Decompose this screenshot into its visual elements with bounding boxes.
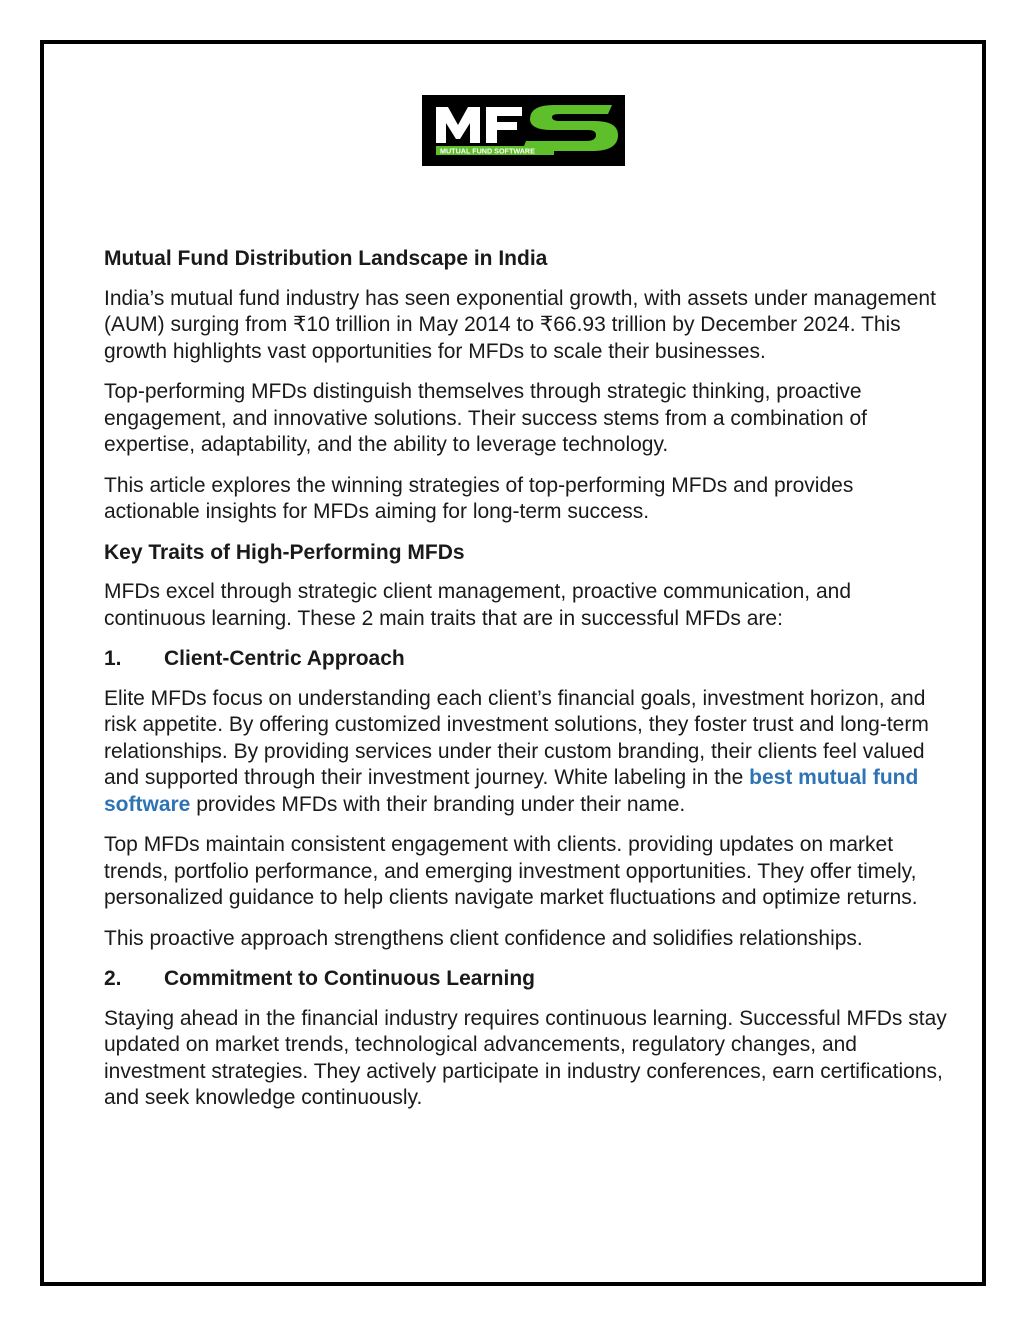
paragraph-client-centric-1: [104, 686, 954, 819]
paragraph-client-centric-3: This proactive approach strengthens client confidence and solidifies relationships.: [104, 926, 863, 950]
page-frame: [40, 40, 986, 1286]
heading-continuous-learning-label: Commitment to Continuous Learning: [164, 967, 535, 990]
heading-continuous-learning: [104, 966, 954, 993]
logo-tagline: MUTUAL FUND SOFTWARE: [440, 146, 535, 156]
heading-client-centric-label: Client-Centric Approach: [164, 647, 405, 670]
paragraph-learning-1: Staying ahead in the financial industry requires continuous learning. Successful MFDs stay updated on market trends, technological advancements, regulatory changes, and investment strategies. They actively participate in industry conferences, earn certifications, and seek knowledge continuously.: [104, 1006, 947, 1109]
paragraph-text: Elite MFDs focus on understanding each client’s financial goals, investment horizon, and risk appetite. By offering customized investment solutions, they foster trust and long-term relationships. By providing services under their custom branding, their clients feel valued and supported through their investment journey. White labeling in the: [104, 686, 929, 789]
paragraph-landscape-2: Top-performing MFDs distinguish themselves through strategic thinking, proactive engagement, and innovative solutions. Their success stems from a combination of expertise, adaptability, and the ability to leverage technology.: [104, 380, 868, 456]
heading-key-traits: Key Traits of High-Performing MFDs: [104, 540, 465, 564]
list-number: 2.: [104, 967, 122, 990]
paragraph-text: provides MFDs with their branding under their name.: [190, 792, 686, 816]
paragraph-client-centric-2: Top MFDs maintain consistent engagement with clients. providing updates on market trends, portfolio performance, and emerging investment opportunities. They offer timely, personalized guidance to help clients navigate market fluctuations and optimize returns.: [104, 833, 918, 909]
heading-landscape: Mutual Fund Distribution Landscape in India: [104, 247, 548, 270]
mfs-logo: [422, 95, 625, 166]
paragraph-landscape-3: This article explores the winning strategies of top-performing MFDs and provides actionable insights for MFDs aiming for long-term success.: [104, 473, 854, 523]
paragraph-landscape-1: India’s mutual fund industry has seen exponential growth, with assets under management (AUM) surging from ₹10 trillion in May 2014 to ₹66.93 trillion by December 2024. This growth highlights vast opportunities for MFDs to scale their businesses.: [104, 286, 936, 363]
list-number: 1.: [104, 647, 122, 670]
heading-client-centric: [104, 646, 954, 673]
mfs-logo-graphic: [422, 95, 625, 166]
best-mutual-fund-software-link[interactable]: best mutual fund software: [104, 766, 919, 816]
paragraph-traits-1: MFDs excel through strategic client management, proactive communication, and continuous learning. These 2 main traits that are in successful MFDs are:: [104, 580, 852, 630]
article-content: [104, 246, 954, 1126]
